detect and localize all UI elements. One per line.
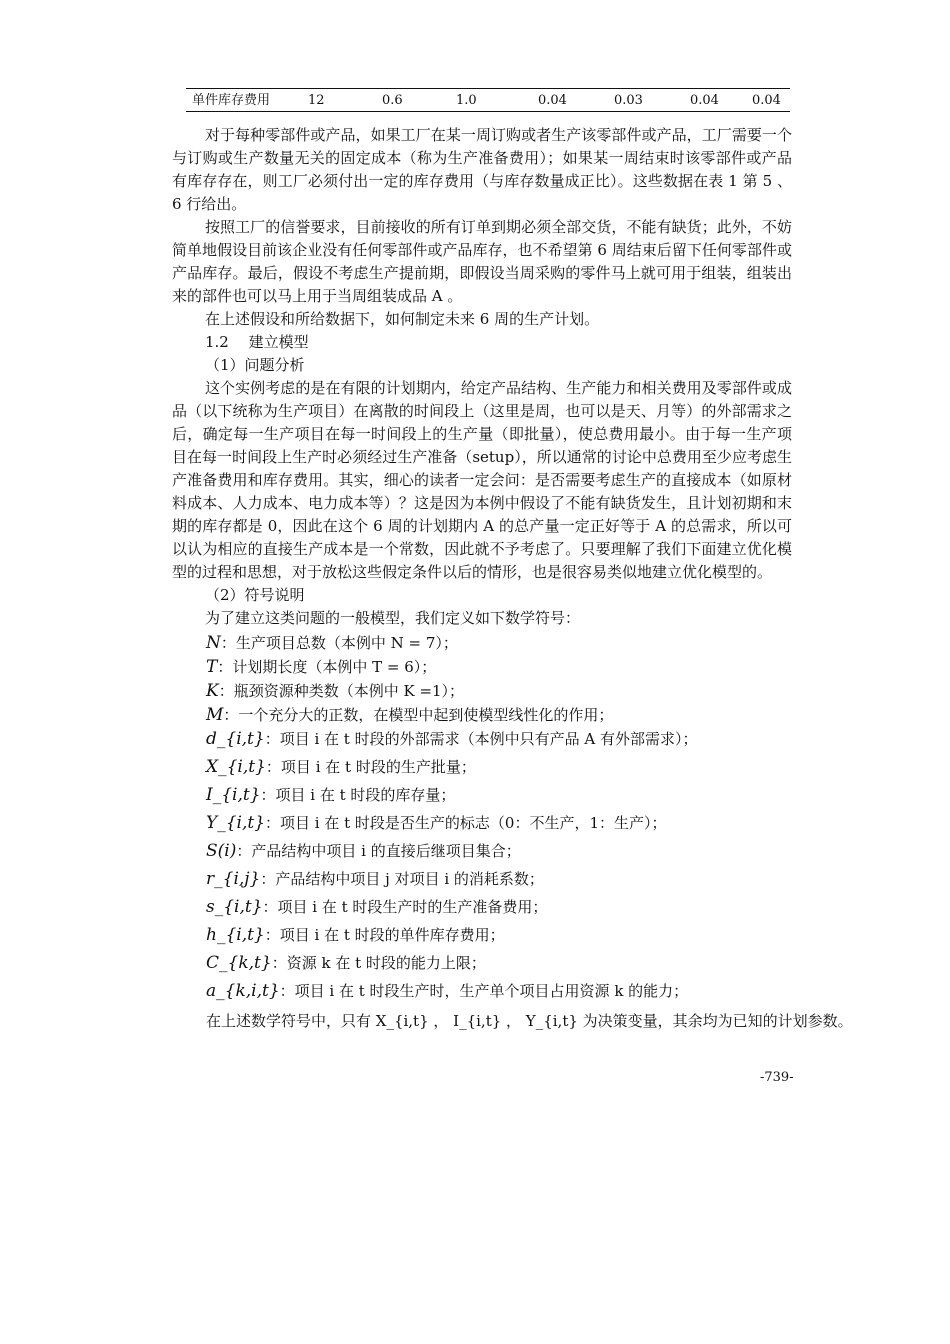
definition-text: ：产品结构中项目 i 的直接后继项目集合；: [236, 842, 521, 860]
symbol: Y_{i,t}: [206, 813, 266, 833]
definition-item: [206, 952, 486, 973]
paragraph: 按照工厂的信誉要求，目前接收的所有订单到期必须全部交货，不能有缺货；此外，不妨简单地假设目前该企业没有任何零部件或产品库存，也不希望第 6 周结束后留下任何零部件或产品库存。最后，假设不考虑生产提前期，即假设当周采购的零件马上就可用于组装，组装出来的部件也可以马上用于当周组装成品 A 。: [172, 218, 792, 305]
definition-item: [206, 704, 613, 725]
paragraph: 这个实例考虑的是在有限的计划期内，给定产品结构、生产能力和相关费用及零部件或成品（以下统称为生产项目）在离散的时间段上（这里是周，也可以是天、月等）的外部需求之后，确定每一生产项目在每一时间段上的生产量（即批量），使总费用最小。由于每一生产项目在每一时间段上生产时必须经过生产准备（setup），所以通常的讨论中总费用至少应考虑生产准备费用和库存费用。其实，细心的读者一定会问：是否需要考虑生产的直接成本（如原材料成本、人力成本、电力成本等）？这是因为本例中假设了不能有缺货发生，且计划初期和末期的库存都是 0，因此在这个 6 周的计划期内 A 的总产量一定正好等于 A 的总需求，所以可以认为相应的直接生产成本是一个常数，因此就不予考虑了。只要理解了我们下面建立优化模型的过程和思想，对于放松这些假定条件以后的情形，也是很容易类似地建立优化模型的。: [172, 379, 792, 581]
symbol: S(i): [206, 841, 237, 861]
symbol: r_{i,j}: [206, 869, 261, 889]
definition-item: [206, 868, 544, 889]
definition-item: [206, 924, 505, 945]
symbol: s_{i,t}: [206, 897, 263, 917]
section-heading: 1.2 建立模型: [205, 333, 309, 351]
paragraph: 在上述假设和所给数据下，如何制定未来 6 周的生产计划。: [205, 310, 600, 328]
definition-item: [206, 784, 455, 805]
closing-sentence: 在上述数学符号中，只有 X_{i,t} ， I_{i,t} ， Y_{i,t} 为决策变量，其余均为已知的计划参数。: [206, 1012, 853, 1030]
symbol: T: [206, 657, 218, 677]
body-text: [172, 124, 792, 630]
definition-text: ：项目 i 在 t 时段是否生产的标志（0：不生产，1：生产）；: [265, 814, 667, 832]
definition-text: ：项目 i 在 t 时段的单件库存费用；: [264, 926, 505, 944]
definition-text: ：瓶颈资源种类数（本例中 K =1）；: [218, 682, 465, 700]
definition-item: [206, 728, 697, 749]
table-cell: 12: [308, 93, 325, 108]
symbol: I_{i,t}: [206, 785, 261, 805]
page-number: -739-: [760, 1070, 794, 1085]
table-cell: 0.6: [382, 93, 403, 108]
definition-text: ：项目 i 在 t 时段生产时，生产单个项目占用资源 k 的能力；: [279, 982, 689, 1000]
table-cell: 0.04: [538, 93, 567, 108]
paragraph: 为了建立这类问题的一般模型，我们定义如下数学符号：: [205, 609, 581, 627]
symbol: M: [206, 705, 224, 725]
definition-text: ：项目 i 在 t 时段的库存量；: [260, 786, 456, 804]
symbol: K: [206, 681, 219, 701]
definition-text: ：计划期长度（本例中 T = 6）；: [217, 658, 437, 676]
definition-list: [206, 632, 853, 1052]
paragraph: 对于每种零部件或产品，如果工厂在某一周订购或者生产该零部件或产品，工厂需要一个与订购或生产数量无关的固定成本（称为生产准备费用）；如果某一周结束时该零部件或产品有库存存在，则工厂必须付出一定的库存费用（与库存数量成正比）。这些数据在表 1 第 5 、6 行给出。: [172, 126, 792, 213]
symbol: h_{i,t}: [206, 925, 265, 945]
subsection-heading: （1）问题分析: [205, 356, 305, 374]
definition-item: [206, 812, 667, 833]
definition-item: [206, 632, 458, 653]
definition-text: ：项目 i 在 t 时段的外部需求（本例中只有产品 A 有外部需求）；: [264, 730, 698, 748]
symbol: N: [206, 633, 221, 653]
definition-text: ：产品结构中项目 j 对项目 i 的消耗系数；: [260, 870, 544, 888]
definition-item: [206, 756, 476, 777]
definition-item: [206, 980, 688, 1001]
symbol: a_{k,i,t}: [206, 981, 280, 1001]
table-row-label: 单件库存费用: [192, 93, 271, 108]
symbol: d_{i,t}: [206, 729, 265, 749]
definition-text: ：项目 i 在 t 时段生产时的生产准备费用；: [262, 898, 548, 916]
definition-text: ：生产项目总数（本例中 N = 7）；: [220, 634, 458, 652]
definition-text: ：项目 i 在 t 时段的生产批量；: [265, 758, 476, 776]
symbol: C_{k,t}: [206, 953, 272, 973]
definition-item: [206, 896, 547, 917]
symbol: X_{i,t}: [206, 757, 266, 777]
table-cell: 0.04: [752, 93, 781, 108]
subsection-heading: （2）符号说明: [205, 586, 305, 604]
table-cell: 1.0: [456, 93, 477, 108]
table-row: [186, 88, 790, 112]
table-cell: 0.04: [690, 93, 719, 108]
definition-item: [206, 840, 521, 861]
definition-text: ：资源 k 在 t 时段的能力上限；: [271, 954, 486, 972]
definition-text: ：一个充分大的正数，在模型中起到使模型线性化的作用；: [223, 706, 614, 724]
definition-item: [206, 656, 436, 677]
definition-item: [206, 680, 464, 701]
table-cell: 0.03: [614, 93, 643, 108]
